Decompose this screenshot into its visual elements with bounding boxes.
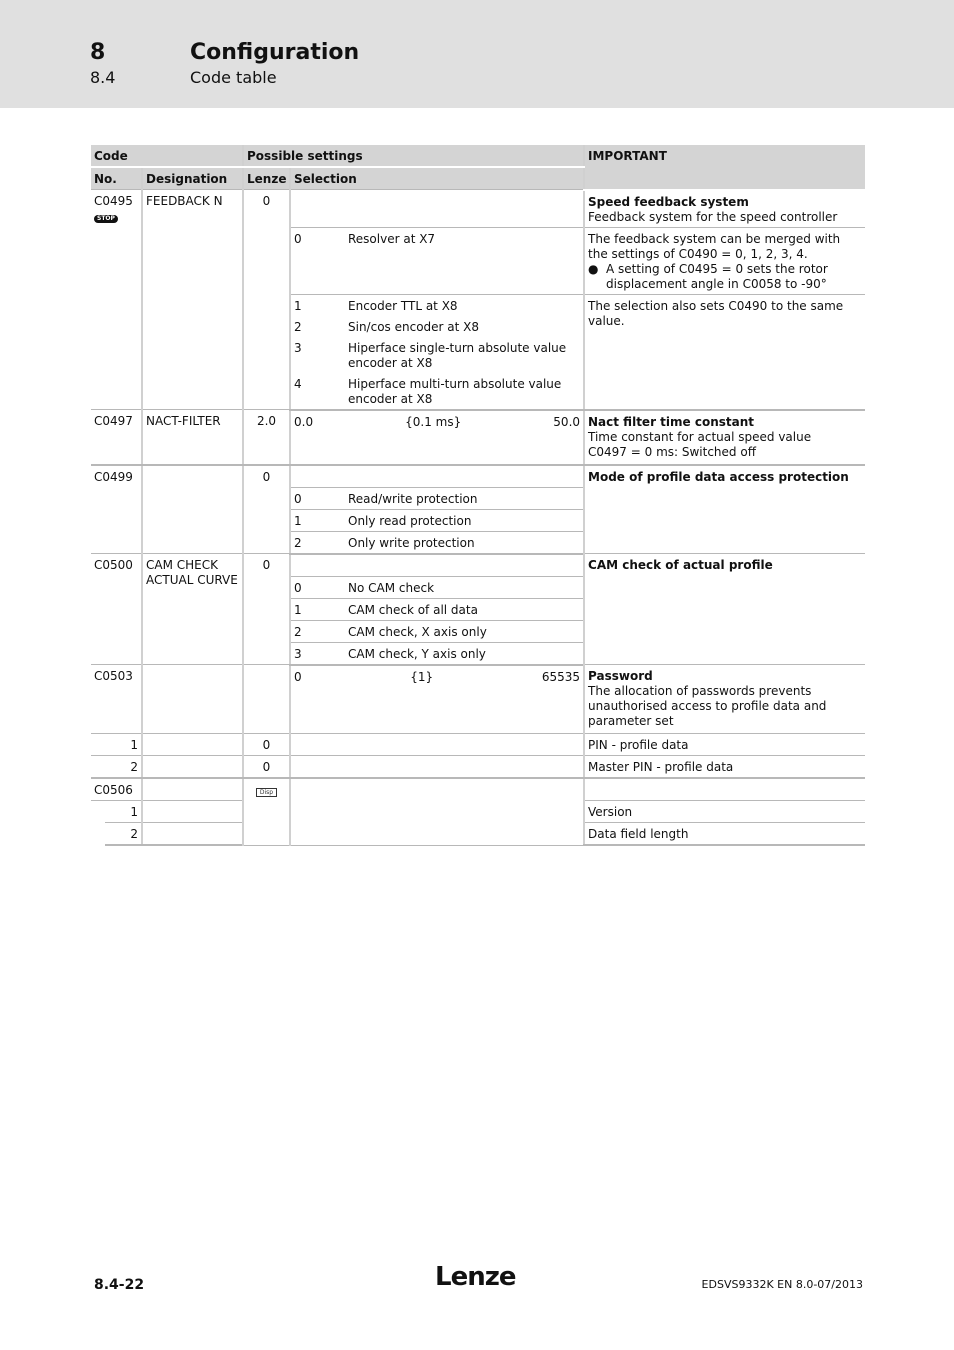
important-cell	[584, 190, 865, 228]
selection-option	[294, 603, 580, 618]
selection-option	[294, 320, 580, 335]
designation-cell	[142, 465, 243, 554]
code-number: C0497	[91, 410, 142, 465]
important-text: The allocation of passwords prevents unauthorised access to profile data and parameter set	[588, 684, 827, 728]
bullet-icon: ●	[588, 261, 599, 276]
option-number: 0	[294, 231, 302, 246]
important-cell	[584, 665, 865, 734]
section-title: Code table	[190, 68, 277, 87]
option-number: 0	[294, 580, 302, 595]
designation-cell	[142, 665, 243, 734]
option-number: 1	[294, 513, 302, 528]
code-cell	[91, 190, 142, 410]
selection-cell	[290, 642, 584, 665]
option-text: No CAM check	[348, 580, 435, 595]
section-number: 8.4	[90, 68, 116, 87]
important-cell	[584, 410, 865, 465]
lenze-cell: 0	[243, 465, 290, 554]
subcode-number: 2	[105, 823, 142, 846]
selection-cell	[290, 665, 584, 734]
option-text: Sin/cos encoder at X8	[348, 319, 480, 334]
important-cell: Data field length	[584, 823, 865, 846]
range-min: 0.0	[294, 414, 314, 429]
selection-option	[294, 647, 580, 662]
designation-cell	[142, 756, 243, 779]
option-text: CAM check, X axis only	[348, 624, 487, 639]
selection-cell	[290, 509, 584, 531]
selection-cell	[290, 487, 584, 509]
selection-option	[294, 536, 580, 551]
option-text: CAM check, Y axis only	[348, 646, 486, 661]
value-range	[294, 670, 580, 685]
option-number: 1	[294, 298, 302, 313]
range-max: 65535	[541, 669, 581, 684]
range-min: 0	[294, 669, 302, 684]
option-text: CAM check of all data	[348, 602, 478, 617]
header-possible-settings: Possible settings	[243, 145, 584, 167]
selection-option	[294, 341, 580, 371]
table-row	[91, 665, 865, 734]
option-number: 1	[294, 602, 302, 617]
selection-cell	[290, 734, 584, 756]
important-cell	[584, 778, 865, 801]
important-cell: The selection also sets C0490 to the same value.	[584, 294, 865, 410]
subcode-number: 1	[105, 801, 142, 823]
designation-cell	[142, 823, 243, 846]
selection-cell	[290, 554, 584, 577]
important-text: The feedback system can be merged with the settings of C0490 = 0, 1, 2, 3, 4.	[588, 231, 841, 261]
header-no: No.	[91, 167, 142, 190]
lenze-cell	[243, 778, 290, 845]
table-row	[91, 778, 865, 801]
header-important: IMPORTANT	[584, 145, 865, 190]
important-cell: Master PIN - profile data	[584, 756, 865, 779]
selection-option	[294, 232, 580, 247]
selection-cell	[290, 778, 584, 845]
selection-cell	[290, 465, 584, 488]
important-cell	[584, 227, 865, 294]
chapter-number: 8	[90, 40, 106, 65]
lenze-cell: 2.0	[243, 410, 290, 465]
option-number: 4	[294, 376, 302, 391]
table-row	[91, 465, 865, 488]
selection-cell	[290, 410, 584, 465]
selection-cell	[290, 190, 584, 228]
designation-cell	[142, 734, 243, 756]
option-number: 2	[294, 535, 302, 550]
code-number: C0499	[91, 465, 142, 554]
lenze-logo: Lenze	[435, 1262, 516, 1292]
display-only-icon: Disp	[256, 788, 277, 797]
selection-option	[294, 299, 580, 314]
header-designation: Designation	[142, 167, 243, 190]
code-number: C0503	[91, 665, 142, 734]
indent-cell	[91, 823, 105, 846]
option-text: Encoder TTL at X8	[348, 298, 458, 313]
designation-cell: NACT-FILTER	[142, 410, 243, 465]
selection-cell	[290, 531, 584, 554]
page-number: 8.4-22	[94, 1277, 145, 1293]
selection-option	[294, 581, 580, 596]
code-number: C0506	[91, 778, 142, 801]
code-table	[91, 145, 865, 846]
important-title: CAM check of actual profile	[584, 554, 865, 665]
option-text: Hiperface single-turn absolute value encoder at X8	[348, 340, 567, 370]
code-number: C0500	[91, 554, 142, 665]
selection-cell	[290, 294, 584, 410]
stop-icon: STOP	[94, 215, 118, 223]
important-title: Mode of profile data access protection	[584, 465, 865, 554]
selection-option	[294, 377, 580, 407]
range-step: {0.1 ms}	[405, 414, 462, 429]
table-row	[91, 734, 865, 756]
important-cell: PIN - profile data	[584, 734, 865, 756]
value-range	[294, 415, 580, 430]
lenze-cell: 0	[243, 734, 290, 756]
header-band	[0, 0, 954, 108]
important-cell: Version	[584, 801, 865, 823]
document-reference: EDSVS9332K EN 8.0-07/2013	[701, 1278, 863, 1291]
lenze-cell: 0	[243, 554, 290, 665]
designation-cell: CAM CHECK ACTUAL CURVE	[142, 554, 243, 665]
indent-cell	[91, 801, 105, 823]
range-max: 50.0	[553, 414, 581, 429]
table-header-row	[91, 145, 865, 167]
important-text: Feedback system for the speed controller	[588, 209, 838, 224]
table-row	[91, 410, 865, 465]
designation-cell	[142, 778, 243, 801]
selection-option	[294, 514, 580, 529]
code-number: C0495	[94, 194, 133, 208]
option-number: 3	[294, 646, 302, 661]
option-number: 2	[294, 624, 302, 639]
header-selection: Selection	[290, 167, 584, 190]
important-text: Time constant for actual speed value	[588, 429, 812, 444]
range-step: {1}	[410, 669, 434, 684]
lenze-cell	[243, 665, 290, 734]
designation-cell	[142, 801, 243, 823]
selection-cell	[290, 756, 584, 779]
chapter-title: Configuration	[190, 40, 360, 65]
important-title: Nact filter time constant	[588, 414, 754, 429]
option-number: 0	[294, 491, 302, 506]
lenze-cell: 0	[243, 756, 290, 779]
selection-cell	[290, 576, 584, 598]
bullet-item	[588, 262, 862, 292]
important-title: Password	[588, 669, 653, 683]
important-text: C0497 = 0 ms: Switched off	[588, 444, 756, 459]
option-number: 3	[294, 340, 302, 355]
important-title: Speed feedback system	[588, 194, 749, 209]
option-text: Only read protection	[348, 513, 472, 528]
header-lenze: Lenze	[243, 167, 290, 190]
lenze-cell: 0	[243, 190, 290, 410]
option-text: Read/write protection	[348, 491, 478, 506]
option-text: Hiperface multi-turn absolute value encoder at X8	[348, 376, 562, 406]
selection-cell	[290, 598, 584, 620]
table-row	[91, 756, 865, 779]
bullet-text: A setting of C0495 = 0 sets the rotor displacement angle in C0058 to -90°	[606, 261, 828, 291]
subcode-number: 1	[91, 734, 142, 756]
subcode-number: 2	[91, 756, 142, 779]
selection-cell	[290, 227, 584, 294]
designation-cell: FEEDBACK N	[142, 190, 243, 410]
selection-cell	[290, 620, 584, 642]
selection-option	[294, 492, 580, 507]
selection-option	[294, 625, 580, 640]
option-number: 2	[294, 319, 302, 334]
header-code: Code	[91, 145, 243, 167]
table-row	[91, 190, 865, 228]
option-text: Only write protection	[348, 535, 475, 550]
option-text: Resolver at X7	[348, 231, 436, 246]
table-row	[91, 554, 865, 577]
